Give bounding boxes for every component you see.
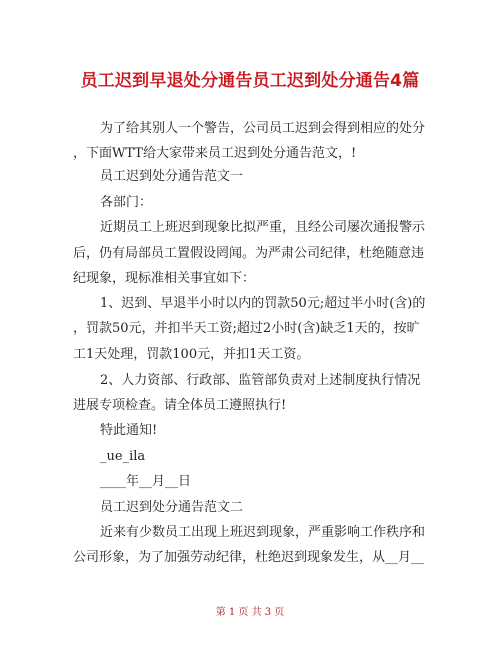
page-indicator: 第 1 页 共 3 页 xyxy=(215,607,285,618)
body-line: 2、人力资部、行政部、监管部负责对上述制度执行情况 xyxy=(100,373,421,388)
body-line: 1、迟到、早退半小时以内的罚款50元;超过半小时(含)的 xyxy=(100,296,426,311)
body-line: ，下面WTT给大家带来员工迟到处分通告范文，! xyxy=(73,146,357,161)
section-heading: 员工迟到处分通告范文二 xyxy=(100,500,244,515)
body-line: 近期员工上班迟到现象比拟严重，且经公司屡次通报警示 xyxy=(100,220,426,235)
body-line: 工1天处理，罚款100元，并扣1天工资。 xyxy=(73,347,310,362)
body-line: 为了给其别人一个警告，公司员工迟到会得到相应的处分 xyxy=(100,121,426,136)
body-line: 近来有少数员工出现上班迟到现象，严重影响工作秩序和 xyxy=(100,525,426,540)
body-line: 纪现象，现标准相关事宜如下： xyxy=(73,271,256,286)
document-title: 员工迟到早退处分通告员工迟到处分通告4篇 xyxy=(80,71,420,91)
salutation: 各部门： xyxy=(100,195,153,210)
section-heading: 员工迟到处分通告范文一 xyxy=(100,169,244,184)
body-line: ，罚款50元，并扣半天工资;超过2小时(含)缺乏1天的，按旷 xyxy=(73,321,420,336)
body-line: 后，仍有局部员工置假设罔闻。为严肃公司纪律，杜绝随意违 xyxy=(73,246,425,261)
body-line: 公司形象，为了加强劳动纪律，杜绝迟到现象发生，从__月__ xyxy=(73,550,425,565)
signature-line: _ue_ila xyxy=(100,449,146,464)
body-line: 进展专项检查。请全体员工遵照执行! xyxy=(73,398,287,413)
closing-line: 特此通知! xyxy=(100,423,158,438)
date-line: ____年__月__日 xyxy=(100,474,192,489)
